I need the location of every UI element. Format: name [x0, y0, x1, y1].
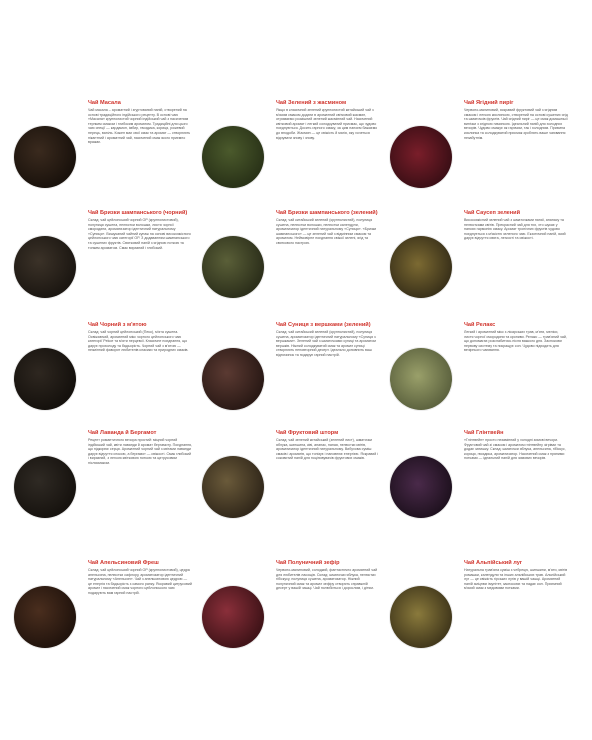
tea-description: Якщо в класичний зелений крупнолистий китайський чай з м'яким смаком додати в ароматний квітковий жасмин, отримаємо розкішний зелений жасмінний чай. Насичений квітковий аромат і легкий солодкуватий присмак, що чудово поєднуються. Досить гарного смаку, за цим напоєм бажаємо до вподоби. Жасмин — це свіжість й магія, яку хочеться відчувати знову і знову. — [276, 108, 378, 140]
tea-description: Натуральна трав'яна суміш з чебрецю, шипшини, м'яти, квітів ромашки, календули та інших альпійських трав. Альпійський луг — це свіжість гірських лугів у вашій чашці. Ароматний напій зміцнює імунітет, заспокоює та надає сил. Приємний м'який смак з медовими нотками. — [464, 568, 568, 591]
tea-leaves-image — [14, 236, 76, 298]
tea-description: Легкий і ароматний мікс з лікарських трав, м'яти, меліси, листя чорної смородини та кропиви. Релакс — трав'яний чай, що допомагає розслабитись після важкого дня. Заспокоює нервову систему та покращує сон. Чудово підходить для вечірнього чаювання. — [464, 330, 567, 353]
tea-row — [0, 322, 592, 438]
tea-title: Чай Релакс — [464, 322, 496, 328]
tea-description: Чай масала – ароматний і згуртований напій, створений на основі традиційного індійського рецепту. В основі чаю «Масала» крупнолистий чорний індійський чай з насиченим терпким смаком і глибоким ароматом. Традиційні для цього чаю спеції — кардамон, імбир, гвоздика, кориця, рожевий перець, ваніль. Кожен має свої смак та аромат — створюють пікантний і ароматний чай, насичений смак якого приємно вражає. — [88, 108, 191, 145]
tea-card — [376, 100, 571, 216]
tea-row — [0, 100, 592, 216]
tea-description: Склад: чай цейлонський чорний OP (крупнолистовий), цедра апельсина, пелюстки сафлору, ароматизатор ідентичний натуральному «Апельсин». Чай з апельсиновою цедрою — це енергія та бадьорість з самого ранку. Яскравий цитрусовий аромат і насичений смак чорного цейлонського чаю подарують вам гарний настрій. — [88, 568, 192, 595]
tea-description: Червоно-малиновий, солодкий, фантастично ароматний чай для любителів ласощів. Склад: шматочки яблука, пелюстки гібіскусу, полуниця сушена, ароматизатор. Ніжний полуничний смак та аромат зефіру створять справжній десерт у вашій чашці. Чай полюбиться і дорослим, і дітям. — [276, 568, 378, 591]
tea-card — [188, 560, 383, 676]
tea-description: Склад: чай зелений китайський (зелений лист), шматочки яблука, шипшина, ківі, ананас, папая, пелюстки квітів, ароматизатор ідентичний натуральному. Вибухова суміш смаків і ароматів, що тонізує і наповнює енергією. Яскравий і соковитий напій для поціновувачів фруктових смаків. — [276, 438, 379, 461]
tea-description: Склад: чай китайський зелений (крупнолистий), полуниця сушена, ароматизатор ідентичний натуральному «Суниця з вершками». Зелений чай з шматочками суниці та ароматом вершків. Ніжний солодкуватий смак та аромат суниці створюють неповторний десерт. Ідеально доповнить ваш відпочинок та подарує гарний настрій. — [276, 330, 376, 357]
tea-title: Чай Фруктовий шторм — [276, 430, 339, 436]
tea-card — [188, 322, 383, 438]
tea-title: Чай Глінтвейн — [464, 430, 504, 436]
tea-card — [0, 322, 195, 438]
tea-leaves-image — [202, 348, 264, 410]
tea-leaves-image — [390, 348, 452, 410]
tea-card — [376, 210, 571, 326]
tea-description: «Глінтвейн» просто незамінний у холодні зимові вечори. Фруктовий чай зі смаком і ароматом глінтвейну зігріває та додає затишку. Склад: шматочки яблука, апельсина, гібіскус, кориця, гвоздика, ароматизатор. Насичений смак з пряними нотками — ідеальний напій для зимових вечорів. — [464, 438, 566, 461]
tea-leaves-image — [390, 456, 452, 518]
tea-title: Чай Полуничний зефір — [276, 560, 340, 566]
tea-title: Чай Лаванда й Бергамот — [88, 430, 157, 436]
tea-leaves-image — [202, 236, 264, 298]
tea-description: Рецепт романтичного вечора простий: міцний чорний індійський чай, квіти лаванди й аромат бергамоту. Поєднання, що підкорює серця. Ароматний чорний чай з квітами лаванди дарує відчуття спокою, а бергамот — свіжості. Смак глибокий і виразний, з легкою квітковою ноткою та цитрусовим післясмаком. — [88, 438, 192, 465]
tea-leaves-image — [14, 348, 76, 410]
tea-leaves-image — [202, 126, 264, 188]
tea-card — [0, 430, 195, 546]
tea-title: Чай Альпійський луг — [464, 560, 523, 566]
tea-row — [0, 210, 592, 326]
tea-description: Склад: чай цейлонський чорний OP (крупнолистовий), полуниця сушена, пелюстки волошки, листя чорної смородини, ароматизатор ідентичний натуральному «Суниця». Вишуканий чайний купаж на основі високоякісного цейлонського чаю категорії OP. З додаванням шампанського та сушених фруктів. Святковий напій з ягідною ноткою та тонким ароматом. Смак виразний і глибокий. — [88, 218, 191, 250]
tea-leaves-image — [14, 586, 76, 648]
tea-title: Чай Масала — [88, 100, 121, 106]
tea-title: Чай Апельсиновий Фреш — [88, 560, 159, 566]
tea-leaves-image — [390, 586, 452, 648]
tea-card — [376, 322, 571, 438]
tea-title: Чай Суниця з вершками (зелений) — [276, 322, 371, 328]
tea-card — [0, 210, 195, 326]
tea-card — [188, 210, 383, 326]
tea-row — [0, 560, 592, 676]
tea-leaves-image — [202, 586, 264, 648]
tea-card — [188, 430, 383, 546]
tea-title: Чай Саусеп зелений — [464, 210, 521, 216]
tea-title: Чай Ягідний пиріг — [464, 100, 514, 106]
tea-title: Чай Бризки шампанського (зелений) — [276, 210, 378, 216]
tea-description: Склад: чай чорний цейлонський (Пеко), м'ята сушена. Освіжаючий, ароматний мікс чорного цейлонського чаю категорії Pekoe та м'яти перцевої. Класичне поєднання, що дарує прохолоду та бадьорість. Чорний чай з м'ятою — незмінний фаворит любителів класики та природних смаків. — [88, 330, 189, 353]
tea-leaves-image — [202, 456, 264, 518]
tea-card — [376, 560, 571, 676]
tea-description: Склад: чай китайський зелений (крупнолистий), полуниця сушена, пелюстки волошки, пелюстки календули, ароматизатор ідентичний натуральному «Суниця». «Бризки шампанського» — це зелений чай з відмінним смаком та ароматом. Неймовірне поєднання свіжої зелені, ягід та святкового настрою. — [276, 218, 377, 245]
tea-title: Чай Чорний з м'ятою — [88, 322, 147, 328]
tea-card — [188, 100, 383, 216]
tea-leaves-image — [390, 126, 452, 188]
tea-card — [376, 430, 571, 546]
tea-title: Чай Бризки шампанського (чорний) — [88, 210, 188, 216]
tea-card — [0, 560, 195, 676]
tea-leaves-image — [14, 456, 76, 518]
tea-description: Червоно-малиновий, яскравий фруктовий чай з ягідним смаком і легкою кислинкою, створений на основі сушених ягід та шматочків фруктів. Чай ягідний пиріг — це смак домашньої випічки з ягідною начинкою. Ідеальний напій для холодних вечорів. Чудово смакує як гарячим, так і холодним. Приємна кислинка та солодкуватий присмак зроблять ваше чаювання незабутнім. — [464, 108, 568, 140]
tea-row — [0, 430, 592, 546]
tea-description: Високоякісний зелений чай з шматочками папаї, ананасу та пелюстками квітів. Прекрасний чай для тих, хто шукає у напоях гармонію смаку. Аромат тропічних фруктів чудово поєднується з м'якістю зеленого чаю. Екзотичний напій, який дарує відчуття свята, легкості та свіжості. — [464, 218, 566, 241]
tea-leaves-image — [390, 236, 452, 298]
tea-card — [0, 100, 195, 216]
tea-leaves-image — [14, 126, 76, 188]
tea-title: Чай Зелений з жасмином — [276, 100, 347, 106]
